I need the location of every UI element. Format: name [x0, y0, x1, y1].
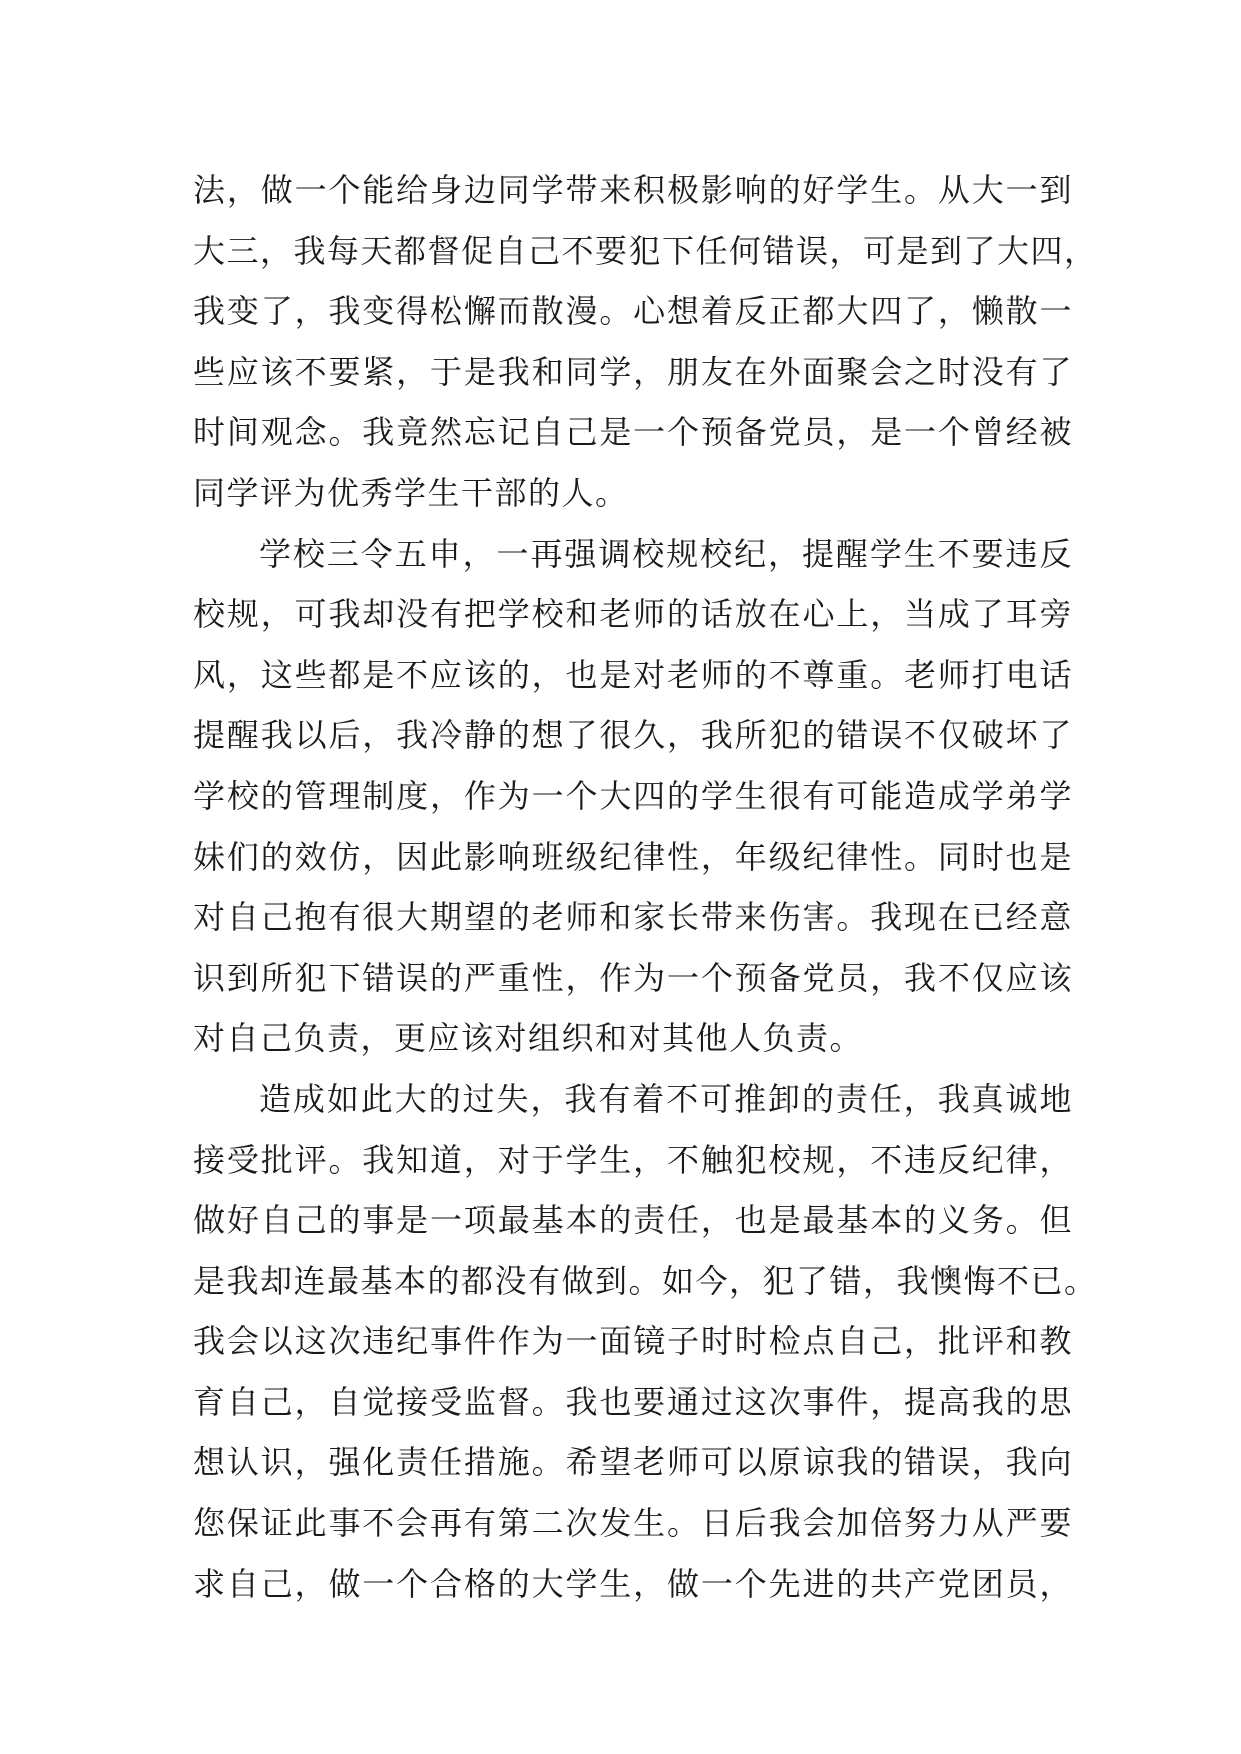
paragraph-3: [193, 1069, 1098, 1614]
text-line: 法，做一个能给身边同学带来积极影响的好学生。从大一到: [193, 171, 1073, 209]
text-line: 学校三令五申，一再强调校规校纪，提醒学生不要违反: [259, 534, 1073, 573]
text-line: 提醒我以后，我冷静的想了很久，我所犯的错误不仅破坏了: [193, 716, 1073, 755]
text-line: 我变了，我变得松懈而散漫。心想着反正都大四了，懒散一: [193, 292, 1073, 331]
text-line: 想认识，强化责任措施。希望老师可以原谅我的错误，我向: [193, 1443, 1073, 1482]
text-line: 些应该不要紧，于是我和同学，朋友在外面聚会之时没有了: [193, 352, 1073, 391]
text-line: 育自己，自觉接受监督。我也要通过这次事件，提高我的思: [193, 1382, 1073, 1421]
text-line: 时间观念。我竟然忘记自己是一个预备党员，是一个曾经被: [193, 413, 1073, 452]
text-line: 学校的管理制度，作为一个大四的学生很有可能造成学弟学: [193, 776, 1073, 815]
text-line: 做好自己的事是一项最基本的责任，也是最基本的义务。但: [193, 1201, 1073, 1240]
text-line: 妹们的效仿，因此影响班级纪律性，年级纪律性。同时也是: [193, 837, 1073, 876]
text-line: 造成如此大的过失，我有着不可推卸的责任，我真诚地: [259, 1079, 1073, 1118]
text-line: 对自己负责，更应该对组织和对其他人负责。: [193, 1019, 864, 1058]
text-line: 校规，可我却没有把学校和老师的话放在心上，当成了耳旁: [193, 595, 1073, 634]
document-body: [193, 160, 1098, 1614]
paragraph-2: [193, 524, 1073, 1069]
paragraph-1: [193, 160, 1098, 524]
text-line: 风，这些都是不应该的，也是对老师的不尊重。老师打电话: [193, 655, 1073, 694]
text-line: 对自己抱有很大期望的老师和家长带来伤害。我现在已经意: [193, 898, 1073, 937]
text-line: 是我却连最基本的都没有做到。如今，犯了错，我懊悔不已。: [193, 1261, 1098, 1300]
text-line: 识到所犯下错误的严重性，作为一个预备党员，我不仅应该: [193, 958, 1073, 997]
text-line: 我会以这次违纪事件作为一面镜子时时检点自己，批评和教: [193, 1322, 1073, 1361]
text-line: 接受批评。我知道，对于学生，不触犯校规，不违反纪律，: [193, 1140, 1073, 1179]
text-line: 同学评为优秀学生干部的人。: [193, 473, 629, 512]
text-line: 大三，我每天都督促自己不要犯下任何错误，可是到了大四，: [193, 231, 1098, 270]
text-line: 您保证此事不会再有第二次发生。日后我会加倍努力从严要: [193, 1504, 1073, 1543]
text-line: 求自己，做一个合格的大学生，做一个先进的共产党团员，: [193, 1564, 1073, 1603]
